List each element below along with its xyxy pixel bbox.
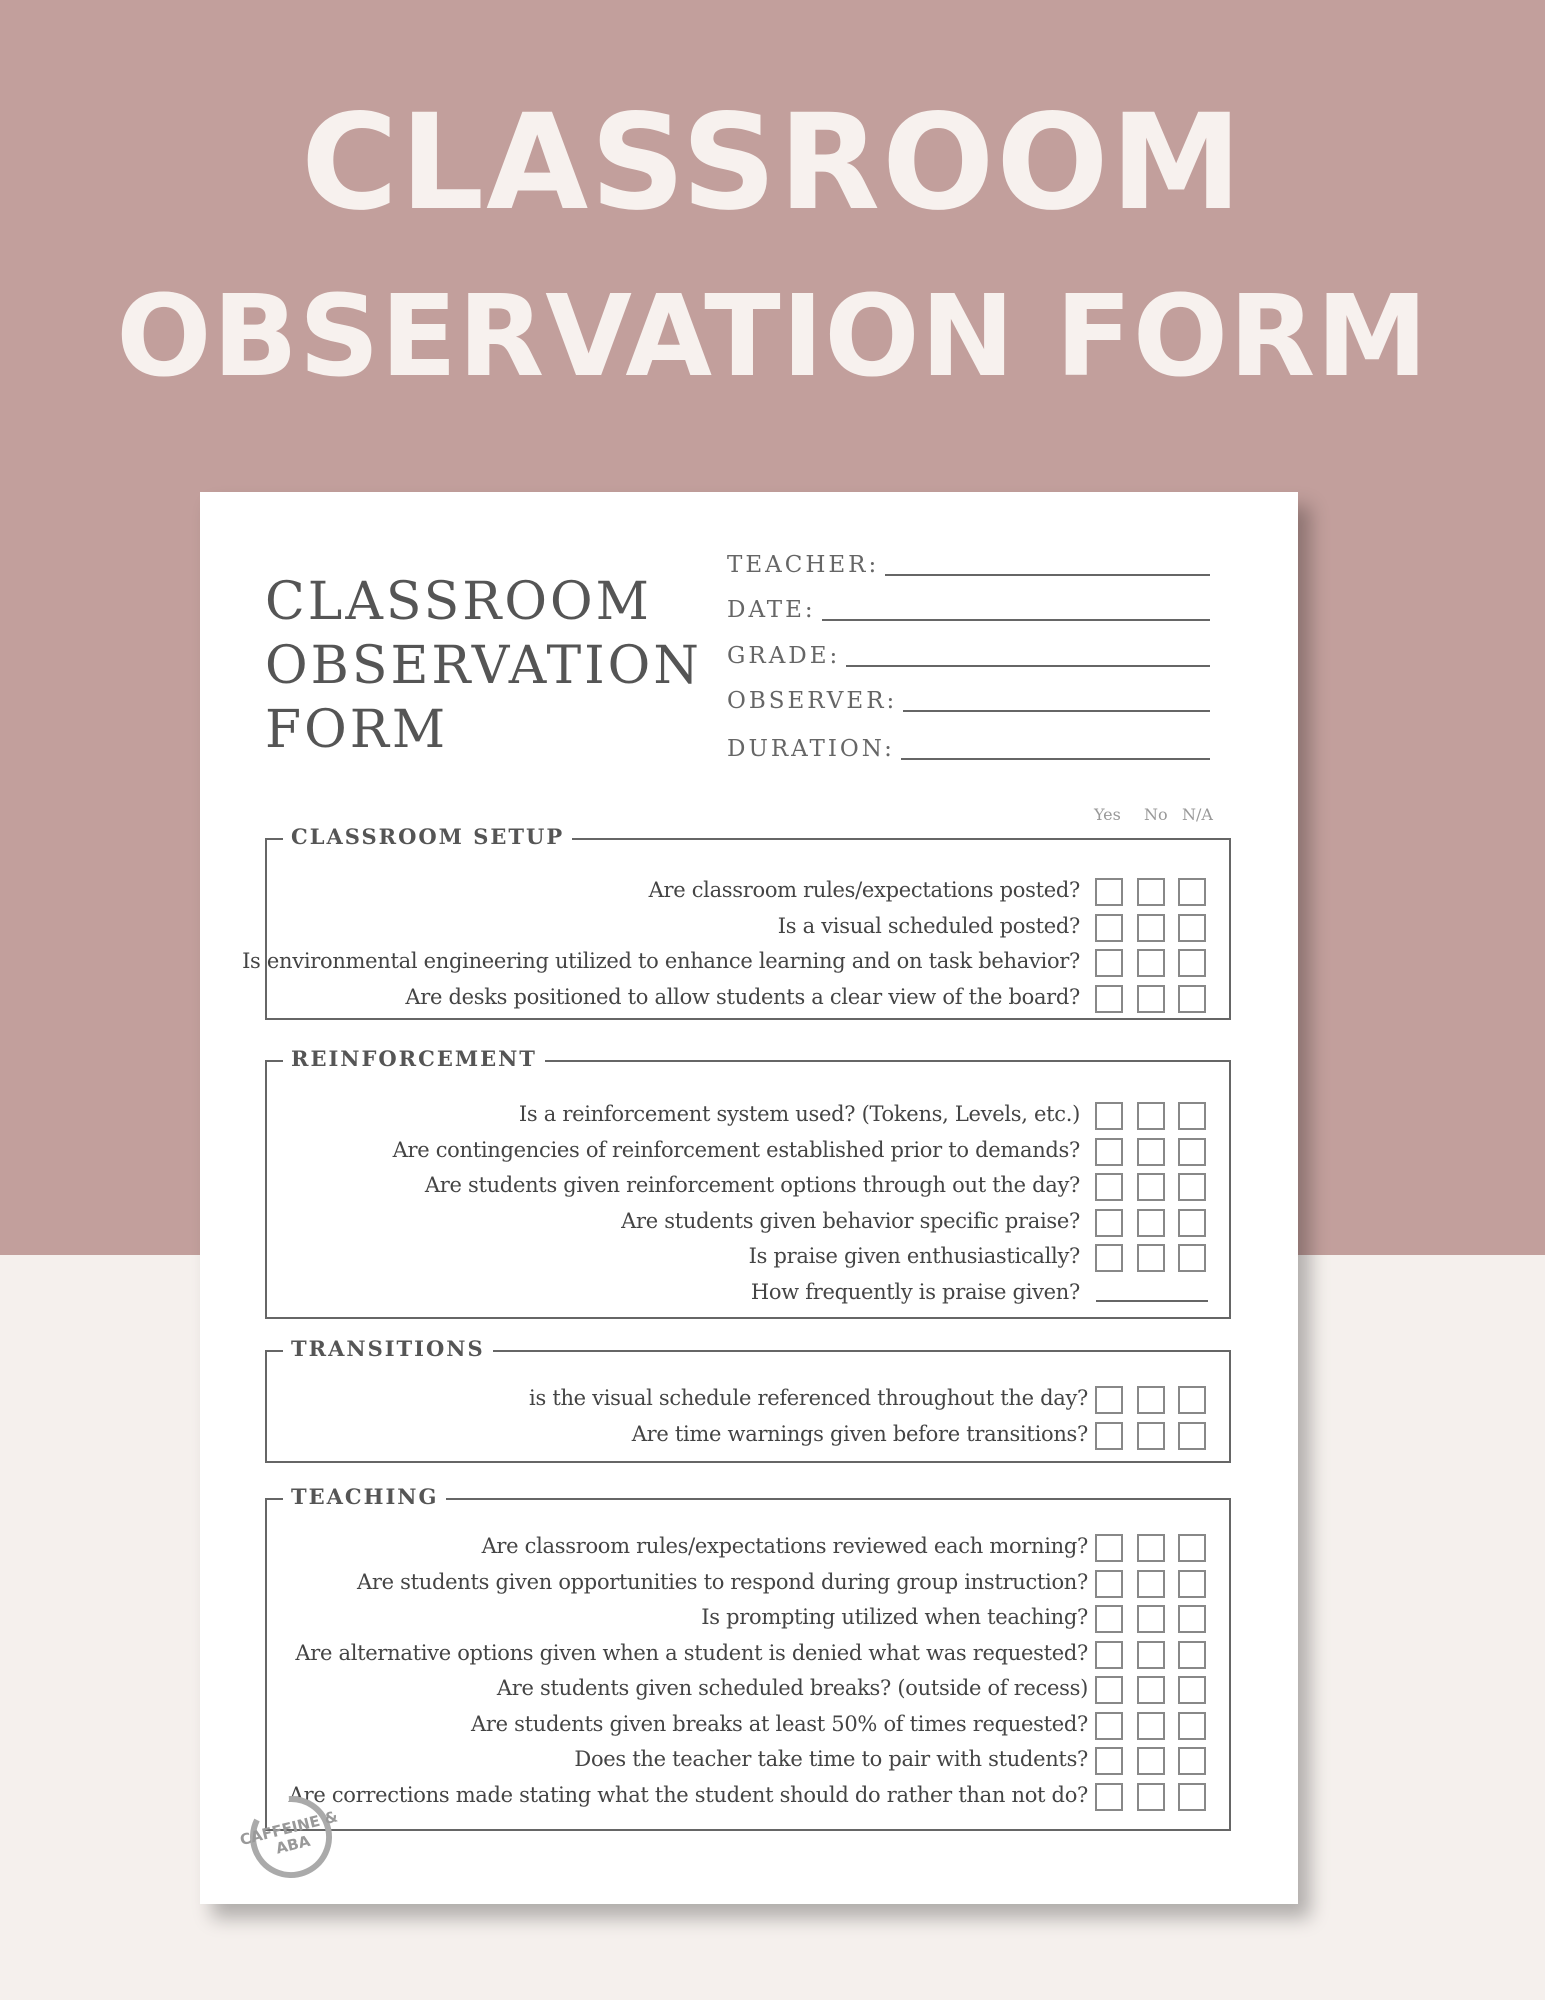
checkbox-na[interactable]: [1178, 1534, 1206, 1562]
form-title: [265, 570, 702, 762]
question-text: Are alternative options given when a student is denied what was requested?: [295, 1640, 1088, 1665]
grade-field[interactable]: [727, 633, 1210, 673]
duration-field-label: DURATION:: [727, 736, 901, 762]
checkbox-yes[interactable]: [1095, 1386, 1123, 1414]
section-title: TRANSITIONS: [283, 1336, 493, 1362]
logo-text: CAFFEINE & ABA: [238, 1807, 340, 1858]
question-text: How frequently is praise given?: [750, 1279, 1080, 1304]
question-text: Are desks positioned to allow students a clear view of the board?: [405, 984, 1080, 1009]
question-text: Is environmental engineering utilized to enhance learning and on task behavior?: [242, 949, 1080, 973]
question-text: is the visual schedule referenced throughout the day?: [529, 1386, 1088, 1410]
checkbox-yes[interactable]: [1095, 1534, 1123, 1562]
question-text: Are classroom rules/expectations posted?: [648, 878, 1080, 902]
checkbox-no[interactable]: [1137, 1173, 1165, 1201]
checkbox-na[interactable]: [1178, 878, 1206, 906]
question-text: Are time warnings given before transitions?: [631, 1421, 1088, 1446]
question-text: Are students given scheduled breaks? (outside of recess): [496, 1676, 1088, 1700]
checkbox-yes[interactable]: [1095, 949, 1123, 977]
question-text: Are corrections made stating what the student should do rather than not do?: [288, 1782, 1088, 1807]
checkbox-yes[interactable]: [1095, 1244, 1123, 1272]
question-text: Is prompting utilized when teaching?: [701, 1605, 1088, 1629]
checkbox-no[interactable]: [1137, 949, 1165, 977]
checkbox-na[interactable]: [1178, 1676, 1206, 1704]
observer-field[interactable]: [727, 678, 1210, 718]
checkbox-no[interactable]: [1137, 1102, 1165, 1130]
checkbox-na[interactable]: [1178, 1783, 1206, 1811]
question-text: Are students given reinforcement options through out the day?: [424, 1173, 1080, 1197]
checkbox-yes[interactable]: [1095, 1641, 1123, 1669]
question-text: Are classroom rules/expectations reviewed each morning?: [481, 1534, 1088, 1558]
checkbox-no[interactable]: [1137, 1676, 1165, 1704]
checkbox-yes[interactable]: [1095, 985, 1123, 1013]
checkbox-yes[interactable]: [1095, 1422, 1123, 1450]
checkbox-no[interactable]: [1137, 985, 1165, 1013]
section-title: TEACHING: [283, 1484, 446, 1510]
checkbox-no[interactable]: [1137, 878, 1165, 906]
checkbox-yes[interactable]: [1095, 1712, 1123, 1740]
checkbox-no[interactable]: [1137, 1422, 1165, 1450]
checkbox-yes[interactable]: [1095, 1570, 1123, 1598]
section-title: REINFORCEMENT: [283, 1046, 545, 1072]
checkbox-yes[interactable]: [1095, 1173, 1123, 1201]
checkbox-yes[interactable]: [1095, 878, 1123, 906]
checkbox-na[interactable]: [1178, 1641, 1206, 1669]
checkbox-no[interactable]: [1137, 1605, 1165, 1633]
form-title-line: OBSERVATION: [265, 636, 702, 696]
teacher-field[interactable]: [727, 542, 1210, 582]
column-header-na: N/A: [1182, 805, 1213, 824]
checkbox-na[interactable]: [1178, 914, 1206, 942]
checkbox-yes[interactable]: [1095, 1747, 1123, 1775]
checkbox-no[interactable]: [1137, 1244, 1165, 1272]
checkbox-na[interactable]: [1178, 1570, 1206, 1598]
checkbox-na[interactable]: [1178, 1386, 1206, 1414]
checkbox-na[interactable]: [1178, 1244, 1206, 1272]
checkbox-no[interactable]: [1137, 1386, 1165, 1414]
question-text: Is praise given enthusiastically?: [748, 1244, 1080, 1268]
checkbox-no[interactable]: [1137, 1209, 1165, 1237]
grade-field-label: GRADE:: [727, 643, 846, 669]
checkbox-yes[interactable]: [1095, 1209, 1123, 1237]
observer-field-label: OBSERVER:: [727, 688, 903, 714]
checkbox-yes[interactable]: [1095, 1605, 1123, 1633]
answer-line[interactable]: [1096, 1300, 1208, 1302]
checkbox-na[interactable]: [1178, 1102, 1206, 1130]
question-text: Is a reinforcement system used? (Tokens, Levels, etc.): [518, 1102, 1080, 1126]
form-title-line: CLASSROOM: [265, 572, 652, 632]
checkbox-na[interactable]: [1178, 1209, 1206, 1237]
section-title: CLASSROOM SETUP: [283, 824, 572, 850]
date-field-label: DATE:: [727, 597, 822, 623]
checkbox-na[interactable]: [1178, 1422, 1206, 1450]
checkbox-na[interactable]: [1178, 1747, 1206, 1775]
checkbox-no[interactable]: [1137, 1534, 1165, 1562]
checkbox-no[interactable]: [1137, 914, 1165, 942]
checkbox-na[interactable]: [1178, 1173, 1206, 1201]
checkbox-na[interactable]: [1178, 1605, 1206, 1633]
question-text: Does the teacher take time to pair with students?: [574, 1747, 1088, 1771]
form-title-line: FORM: [265, 700, 449, 760]
question-text: Are students given behavior specific praise?: [621, 1208, 1080, 1233]
checkbox-no[interactable]: [1137, 1783, 1165, 1811]
question-text: Are students given opportunities to respond during group instruction?: [357, 1569, 1088, 1594]
checkbox-yes[interactable]: [1095, 1138, 1123, 1166]
checkbox-na[interactable]: [1178, 1712, 1206, 1740]
checkbox-na[interactable]: [1178, 985, 1206, 1013]
question-text: Is a visual scheduled posted?: [777, 913, 1080, 938]
duration-field[interactable]: [727, 726, 1210, 766]
checkbox-no[interactable]: [1137, 1641, 1165, 1669]
checkbox-no[interactable]: [1137, 1747, 1165, 1775]
column-header-no: No: [1144, 805, 1168, 824]
checkbox-yes[interactable]: [1095, 1783, 1123, 1811]
teacher-field-label: TEACHER:: [727, 552, 885, 578]
checkbox-yes[interactable]: [1095, 914, 1123, 942]
checkbox-no[interactable]: [1137, 1138, 1165, 1166]
checkbox-yes[interactable]: [1095, 1102, 1123, 1130]
checkbox-yes[interactable]: [1095, 1676, 1123, 1704]
banner-title-line-2: OBSERVATION FORM: [116, 272, 1429, 402]
question-text: Are students given breaks at least 50% of times requested?: [471, 1711, 1088, 1736]
checkbox-na[interactable]: [1178, 949, 1206, 977]
form-sheet: [200, 492, 1298, 1904]
question-text: Are contingencies of reinforcement established prior to demands?: [392, 1137, 1080, 1162]
column-header-yes: Yes: [1094, 805, 1121, 824]
checkbox-no[interactable]: [1137, 1712, 1165, 1740]
checkbox-na[interactable]: [1178, 1138, 1206, 1166]
checkbox-no[interactable]: [1137, 1570, 1165, 1598]
banner-title-line-1: CLASSROOM: [301, 86, 1244, 240]
date-field[interactable]: [727, 587, 1210, 627]
